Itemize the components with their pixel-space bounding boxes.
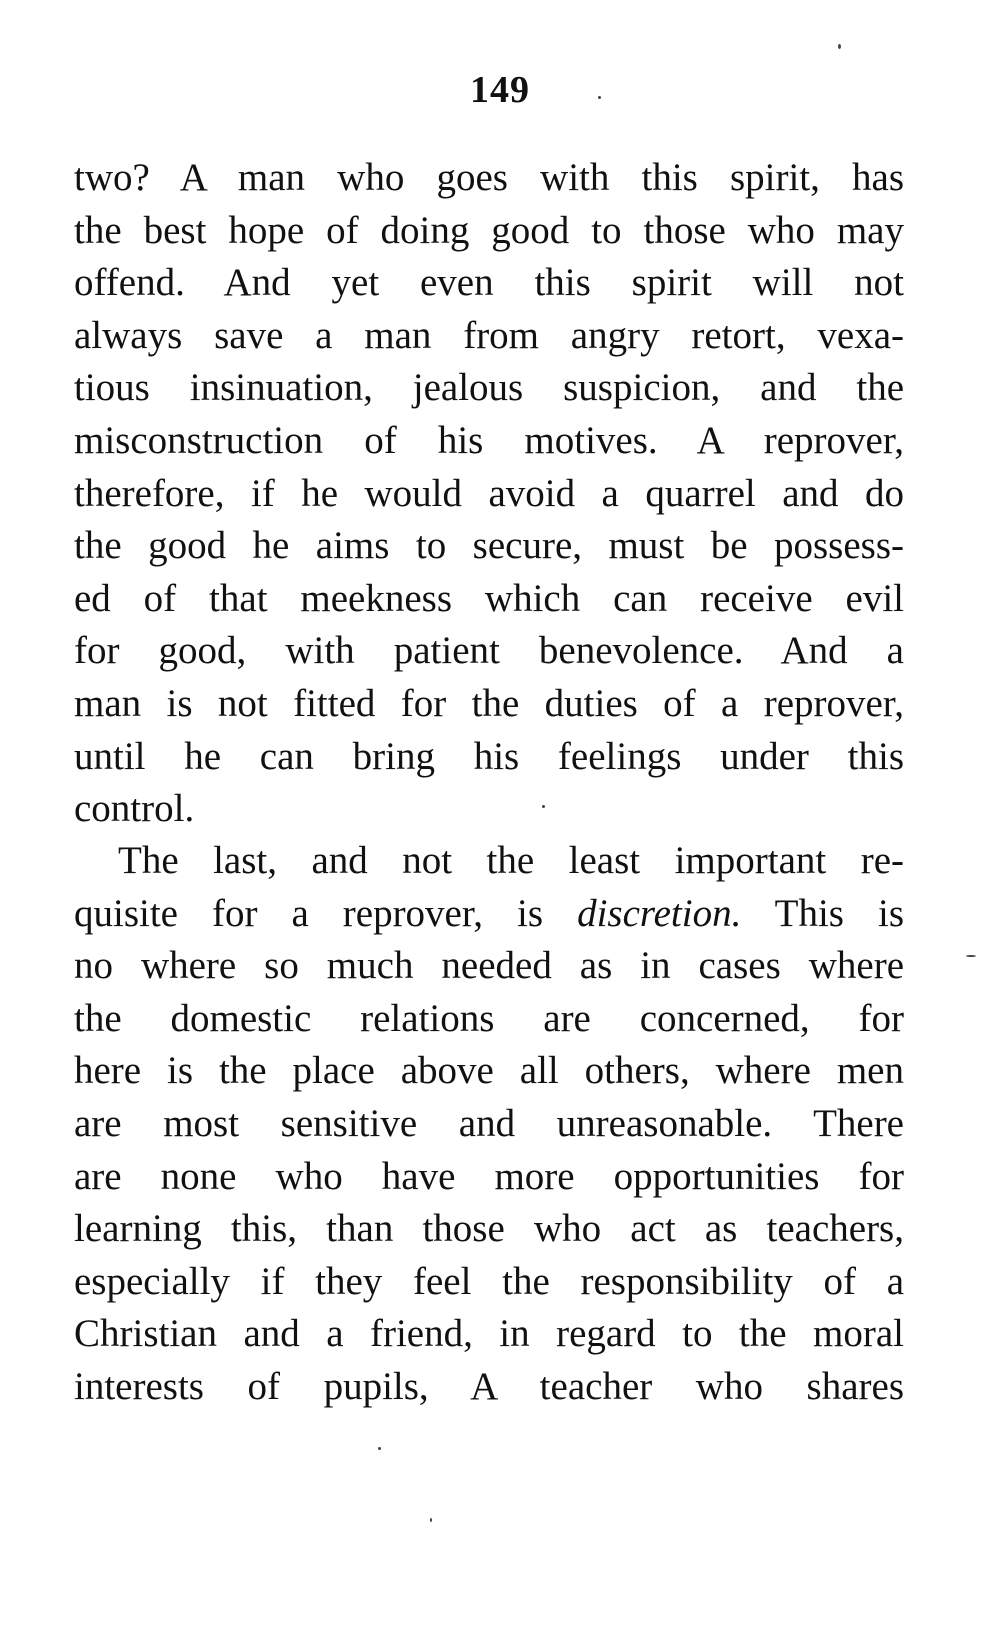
page-number: 149 — [470, 69, 530, 111]
scan-speck — [378, 1447, 381, 1450]
text-line — [74, 888, 904, 941]
text-line: are most sensitive and unreasonable. There — [74, 1101, 904, 1145]
paragraph-2 — [74, 835, 904, 1414]
text-line: for good, with patient benevolence. And a — [74, 629, 904, 673]
text-line: always save a man from angry retort, vexa- — [74, 313, 904, 357]
text-line: here is the place above all others, where men — [74, 1049, 904, 1093]
scan-speck — [430, 1518, 432, 1522]
text-line: two? A man who goes with this spirit, has — [74, 156, 904, 199]
text-line: interests of pupils, A teacher who shares — [74, 1364, 904, 1408]
text-line: the domestic relations are concerned, for — [74, 996, 904, 1040]
text-line: The last, and not the least important re- — [118, 839, 904, 882]
text-segment: This is — [741, 891, 904, 935]
text-line: especially if they feel the responsibility of a — [74, 1259, 904, 1303]
text-line: the good he aims to secure, must be possess- — [74, 524, 904, 568]
text-line: therefore, if he would avoid a quarrel and do — [74, 471, 904, 515]
text-line: ed of that meekness which can receive evil — [74, 576, 904, 620]
scan-speck — [598, 96, 601, 99]
text-line: no where so much needed as in cases where — [74, 944, 904, 988]
text-line: the best hope of doing good to those who may — [74, 208, 904, 252]
paragraph-1 — [74, 152, 904, 836]
scan-speck — [542, 805, 545, 808]
text-line: misconstruction of his motives. A reprover, — [74, 418, 904, 462]
text-line: until he can bring his feelings under this — [74, 734, 904, 778]
emphasis-discretion: discretion. — [577, 891, 742, 935]
text-line: are none who have more opportunities for — [74, 1154, 904, 1198]
text-line: learning this, than those who act as teachers, — [74, 1207, 904, 1251]
scan-speck — [966, 955, 976, 957]
text-line: tious insinuation, jealous suspicion, and the — [74, 366, 904, 410]
text-line: offend. And yet even this spirit will not — [74, 261, 904, 305]
text-line: man is not fitted for the duties of a reprover, — [74, 681, 904, 725]
scan-speck — [838, 44, 841, 49]
text-segment: quisite for a reprover, is — [74, 891, 578, 935]
text-line: control. — [74, 787, 195, 831]
text-line: Christian and a friend, in regard to the moral — [74, 1312, 904, 1356]
